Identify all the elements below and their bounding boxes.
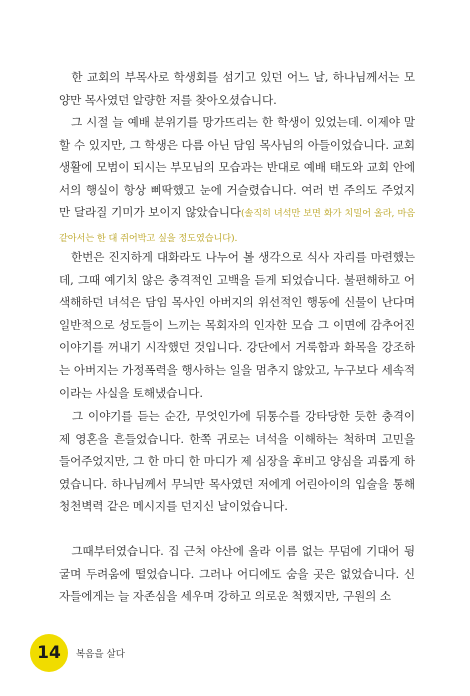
- paragraph-4: [59, 405, 415, 518]
- page-number: 14: [37, 643, 61, 663]
- paragraph-3-text: 한번은 진지하게 대화라도 나누어 볼 생각으로 식사 자리를 마련했는데, 그때 예기치 않은 충격적인 고백을 듣게 되었습니다. 불편해하고 어색해하던 녀석은 담임 목사인 아버지의 위선적인 행동에 신물이 난다며 일반적으로 성도들이 느끼는 목회자의 인자한 모습 그 이면에 감추어진 이야기를 꺼내기 시작했던 것입니다. 강단에서 거룩함과 화목을 강조하는 아버지는 가정폭력을 행사하는 일을 멈추지 않았고, 누구보다 세속적이라는 사실을 토해냈습니다.: [59, 250, 415, 400]
- paragraph-1-text: 한 교회의 부목사로 학생회를 섬기고 있던 어느 날, 하나님께서는 모양만 목사였던 알량한 저를 찾아오셨습니다.: [59, 70, 415, 107]
- paragraph-4-text: 그 이야기를 듣는 순간, 무엇인가에 뒤통수를 강타당한 듯한 충격이 제 영혼을 흔들었습니다. 한쪽 귀로는 녀석을 이해하는 척하며 고민을 들어주었지만, 그 한 마디 한 마디가 제 심장을 후비고 양심을 괴롭게 하였습니다. 하나님께서 무늬만 목사였던 저에게 어린아이의 입술을 통해 청천벽력 같은 메시지를 던지신 날이었습니다.: [59, 409, 415, 514]
- paragraph-5: [59, 540, 415, 608]
- paragraph-2-aside-note: (솔직히 녀석만 보면 화가 치밀어 올라, 마음 같아서는 한 대 쥐어박고 싶을 정도였습니다).: [59, 208, 415, 244]
- paragraph-3: [59, 246, 415, 404]
- paragraph-1: [59, 66, 415, 111]
- paragraph-2-text: 그 시절 늘 예배 분위기를 망가뜨리는 한 학생이 있었는데. 이제야 말할 수 있지만, 그 학생은 다름 아닌 담임 목사님의 아들이었습니다. 교회 생활에 모범이 되시는 부모님의 모습과는 반대로 예배 태도와 교회 안에서의 행실이 항상 삐딱했고 눈에 거슬렸습니다. 여러 번 주의도 주었지만 달라질 기미가 보이지 않았습니다: [59, 115, 415, 220]
- running-title: 복음을 살다: [76, 649, 125, 660]
- paragraph-5-text: 그때부터였습니다. 집 근처 야산에 올라 이름 없는 무덤에 기대어 뒹굴며 두려움에 떨었습니다. 그러나 어디에도 숨을 곳은 없었습니다. 신자들에게는 늘 자존심을 세우며 강하고 의로운 척했지만, 구원의 소: [59, 544, 415, 604]
- paragraph-2: [59, 111, 415, 251]
